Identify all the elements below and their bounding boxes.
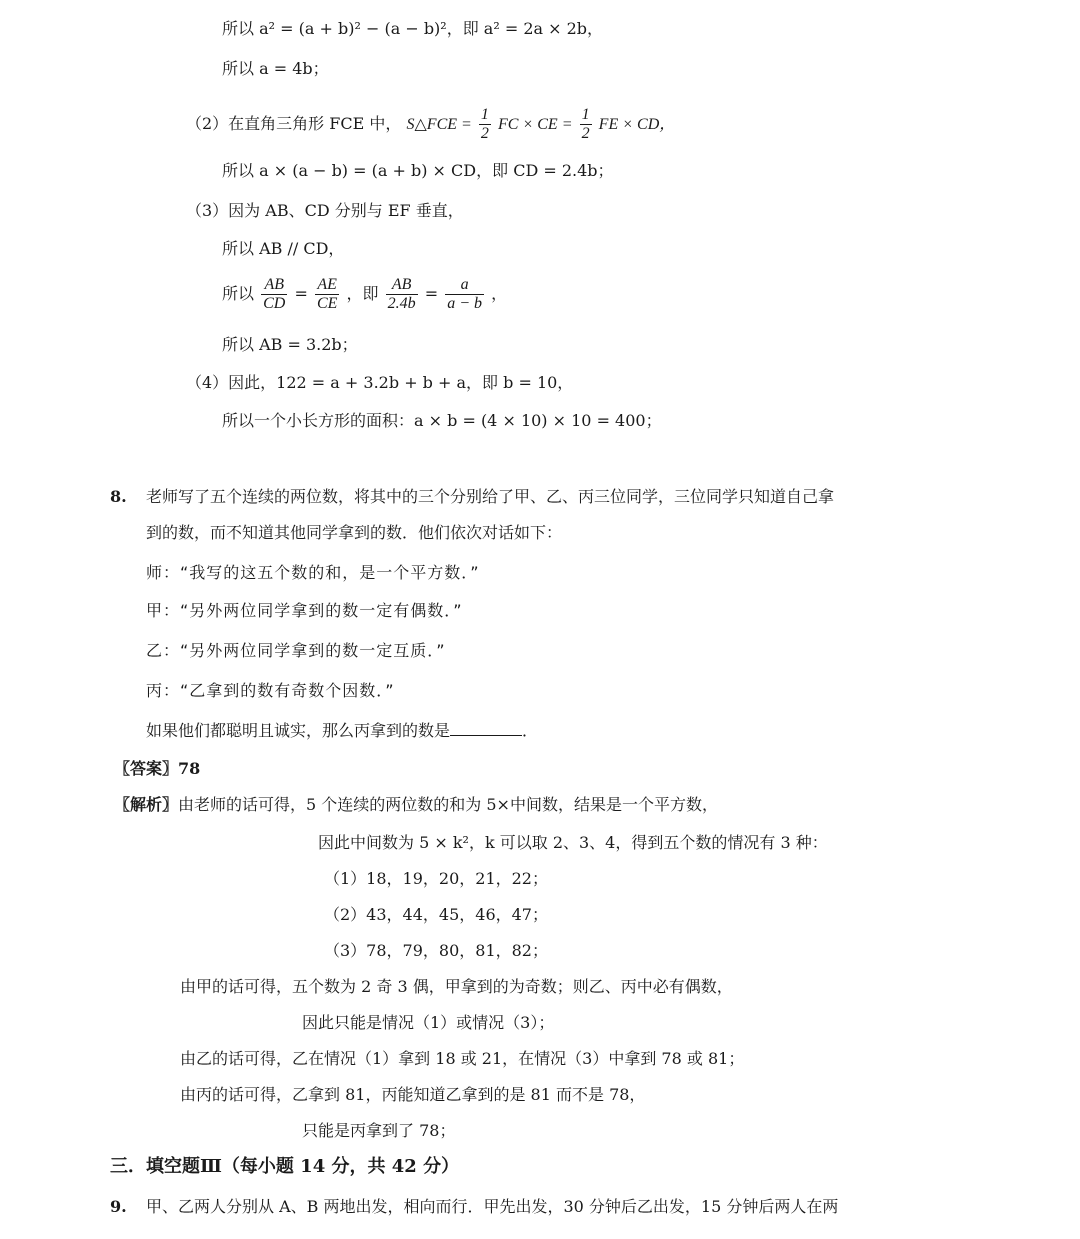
analysis-text: 由老师的话可得，5 个连续的两位数的和为 5×中间数，结果是一个平方数， — [178, 795, 718, 814]
q9-number: 9. — [110, 1197, 127, 1216]
fraction-a-amb — [445, 276, 484, 313]
q8-analysis-line-2: 因此中间数为 5 × k²，k 可以取 2、3、4，得到五个数的情况有 3 种： — [318, 833, 828, 852]
q8-bing-reasoning-2: 只能是丙拿到了 78； — [302, 1121, 456, 1140]
sol7-ratio-mid: ，即 — [346, 284, 379, 303]
fraction-half-2 — [580, 106, 592, 143]
fraction-numerator: AE — [315, 276, 339, 295]
answer-blank — [450, 721, 522, 736]
sol7-line-6: 所以 AB // CD， — [222, 239, 345, 258]
fraction-denominator: CD — [263, 295, 286, 312]
q8-jia-reasoning-1: 由甲的话可得，五个数为 2 奇 3 偶，甲拿到的为奇数；则乙、丙中必有偶数， — [180, 977, 733, 996]
q8-line-1: 老师写了五个连续的两位数，将其中的三个分别给了甲、乙、丙三位同学，三位同学只知道自己拿 — [146, 487, 835, 506]
equals-sign: = — [424, 284, 439, 303]
fraction-denominator: CE — [316, 295, 338, 312]
analysis-label: 〖解析〗 — [114, 795, 179, 814]
section-3-title: 三．填空题Ⅲ（每小题 14 分，共 42 分） — [110, 1156, 460, 1177]
q8-question-text: 如果他们都聪明且诚实，那么丙拿到的数是 — [146, 721, 451, 740]
q8-analysis-line-1 — [114, 794, 718, 816]
q8-case-1: （1）18，19，20，21，22； — [324, 869, 548, 888]
sol7-line-8: 所以 AB = 3.2b； — [222, 335, 358, 354]
q8-dialog-bing: 丙：“乙拿到的数有奇数个因数．” — [146, 681, 395, 700]
sol7-line-10: 所以一个小长方形的面积：a × b = (4 × 10) × 10 = 400； — [222, 411, 662, 430]
fraction-half-1 — [479, 106, 491, 143]
q8-line-2: 到的数，而不知道其他同学拿到的数．他们依次对话如下： — [146, 523, 563, 542]
q9-line-1: 甲、乙两人分别从 A、B 两地出发，相向而行．甲先出发，30 分钟后乙出发，15 分钟后两人在两 — [146, 1197, 839, 1216]
fraction-ab-cd — [261, 276, 287, 313]
q8-dialog-teacher: 师：“我写的这五个数的和，是一个平方数．” — [146, 563, 480, 582]
sol7-part2-mid: FC × CE = — [498, 116, 573, 133]
fraction-denominator: 2 — [581, 125, 590, 142]
fraction-denominator: 2 — [480, 125, 489, 142]
q8-answer: 〖答案〗78 — [114, 759, 201, 778]
q8-dialog-yi: 乙：“另外两位同学拿到的数一定互质．” — [146, 641, 446, 660]
fraction-numerator: AB — [261, 276, 287, 295]
q8-bing-reasoning-1: 由丙的话可得，乙拿到 81，丙能知道乙拿到的是 81 而不是 78， — [180, 1085, 646, 1104]
fraction-ae-ce — [315, 276, 339, 313]
fraction-numerator: a — [445, 276, 484, 295]
fraction-denominator: 2.4b — [387, 295, 416, 312]
q8-jia-reasoning-2: 因此只能是情况（1）或情况（3）； — [302, 1013, 555, 1032]
sol7-ratio-line — [222, 272, 507, 316]
sol7-part2 — [186, 104, 675, 144]
q8-question — [146, 720, 538, 742]
sol7-line-4: 所以 a × (a − b) = (a + b) × CD，即 CD = 2.4b； — [222, 161, 614, 180]
sol7-line-9: （4）因此，122 = a + 3.2b + b + a，即 b = 10， — [186, 373, 574, 392]
sol7-ratio-end: ， — [491, 284, 508, 303]
q8-case-2: （2）43，44，45，46，47； — [324, 905, 548, 924]
q8-number: 8. — [110, 487, 127, 506]
sol7-line-2: 所以 a = 4b； — [222, 59, 329, 78]
fraction-numerator: AB — [386, 276, 418, 295]
fraction-denominator: a − b — [447, 295, 482, 312]
sol7-line-1: 所以 a² = (a + b)² − (a − b)²，即 a² = 2a × 2b， — [222, 19, 604, 38]
q8-case-3: （3）78，79，80，81，82； — [324, 941, 548, 960]
sol7-area-symbol: S△FCE = — [406, 116, 472, 133]
fraction-numerator: 1 — [480, 106, 489, 123]
q8-question-end: ． — [522, 721, 539, 740]
sol7-part2-prefix: （2）在直角三角形 FCE 中， — [186, 114, 402, 133]
q8-yi-reasoning: 由乙的话可得，乙在情况（1）拿到 18 或 21，在情况（3）中拿到 78 或 81； — [180, 1049, 745, 1068]
fraction-ab-24b — [386, 276, 418, 313]
fraction-numerator: 1 — [581, 106, 590, 123]
sol7-line-5: （3）因为 AB、CD 分别与 EF 垂直， — [186, 201, 464, 220]
equals-sign: = — [294, 284, 308, 303]
sol7-part2-end: FE × CD， — [598, 116, 676, 133]
q8-dialog-jia: 甲：“另外两位同学拿到的数一定有偶数．” — [146, 601, 463, 620]
sol7-ratio-prefix: 所以 — [222, 284, 255, 303]
